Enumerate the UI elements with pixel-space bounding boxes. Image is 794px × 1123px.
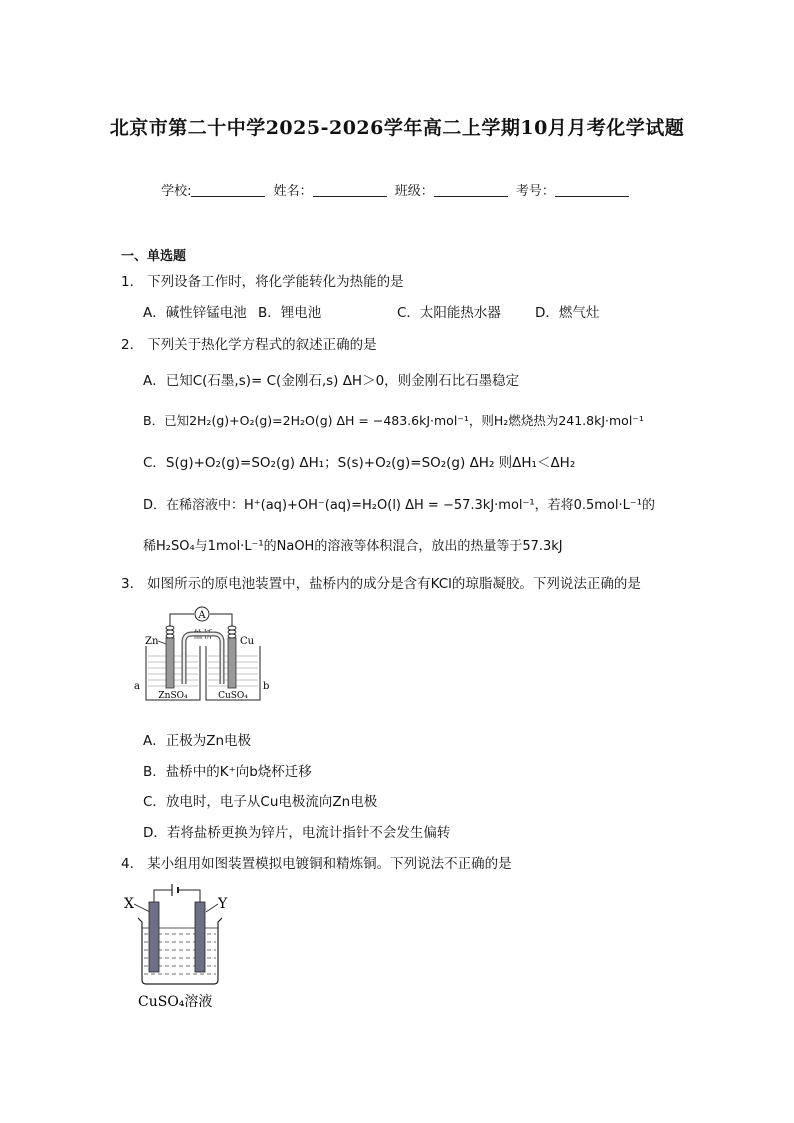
y-electrode <box>195 902 205 972</box>
wire-right <box>180 890 200 902</box>
beaker-b-label: b <box>263 681 270 692</box>
q1-option-b[interactable]: B．锂电池 <box>258 305 322 321</box>
q2-option-c[interactable]: C．S(g)+O₂(g)=SO₂(g) ΔH₁；S(s)+O₂(g)=SO₂(g) ΔH₂ 则ΔH₁＜ΔH₂ <box>143 455 576 471</box>
zn-electrode <box>166 638 174 688</box>
q1-option-c[interactable]: C．太阳能热水器 <box>397 305 501 321</box>
galvanic-cell-figure <box>132 604 272 706</box>
wire-left <box>170 614 194 626</box>
q3-option-d[interactable]: D．若将盐桥更换为锌片，电流计指针不会发生偏转 <box>143 825 451 841</box>
ammeter-label: A <box>198 610 206 621</box>
exam-no-blank[interactable] <box>555 184 629 197</box>
school-blank[interactable] <box>191 184 265 197</box>
wire-left <box>154 890 172 902</box>
question-stem: 下列设备工作时，将化学能转化为热能的是 <box>147 274 404 290</box>
cu-electrode <box>228 638 236 688</box>
name-blank[interactable] <box>313 184 387 197</box>
q3-option-c[interactable]: C．放电时，电子从Cu电极流向Zn电极 <box>143 794 378 810</box>
question-number: 2． <box>121 337 144 353</box>
q2-option-d[interactable]: D．在稀溶液中：H⁺(aq)+OH⁻(aq)=H₂O(l) ΔH = −57.3kJ·mol⁻¹，若将0.5mol·L⁻¹的 <box>143 498 655 513</box>
q3-option-b[interactable]: B．盐桥中的K⁺向b烧杯迁移 <box>143 764 312 780</box>
question-stem: 下列关于热化学方程式的叙述正确的是 <box>147 337 377 353</box>
class-blank[interactable] <box>434 184 508 197</box>
left-coil <box>166 626 174 638</box>
page-title: 北京市第二十中学2025-2026学年高二上学期10月月考化学试题 <box>109 117 685 139</box>
znso4-label: ZnSO₄ <box>158 691 188 701</box>
school-label: 学校: <box>161 184 192 199</box>
exam-no-label: 考号： <box>515 184 555 199</box>
q1-option-a[interactable]: A．碱性锌锰电池 <box>143 305 247 321</box>
q2-option-b[interactable]: B．已知2H₂(g)+O₂(g)=2H₂O(g) ΔH = −483.6kJ·mol⁻¹，则H₂燃烧热为241.8kJ·mol⁻¹ <box>143 413 644 428</box>
question-stem: 如图所示的原电池装置中，盐桥内的成分是含有KCl的琼脂凝胶。下列说法正确的是 <box>147 576 641 592</box>
question-1 <box>121 270 404 290</box>
zn-label: Zn <box>145 636 159 647</box>
electroplating-figure <box>120 880 240 1015</box>
name-label: 姓名： <box>273 184 313 199</box>
q1-option-d[interactable]: D．燃气灶 <box>535 305 600 321</box>
salt-bridge <box>184 634 222 684</box>
right-coil <box>228 626 236 638</box>
q2-option-a[interactable]: A．已知C(石墨,s)= C(金刚石,s) ΔH＞0，则金刚石比石墨稳定 <box>143 373 520 389</box>
question-4 <box>121 852 512 872</box>
cuso4-label: CuSO₄ <box>218 691 248 701</box>
question-3 <box>121 572 641 592</box>
question-number: 3． <box>121 576 144 592</box>
wire-right <box>210 614 232 626</box>
student-info-line <box>0 180 794 199</box>
class-label: 班级： <box>394 184 434 199</box>
cu-label: Cu <box>240 636 255 647</box>
q2-option-d-continued: 稀H₂SO₄与1mol·L⁻¹的NaOH的溶液等体积混合，放出的热量等于57.3kJ <box>143 539 563 554</box>
salt-bridge-label: 盐桥 <box>193 630 213 641</box>
y-label: Y <box>218 896 228 912</box>
q3-option-a[interactable]: A．正极为Zn电极 <box>143 733 252 749</box>
x-label: X <box>124 896 134 912</box>
question-number: 4． <box>121 856 144 872</box>
solution-label: CuSO₄溶液 <box>138 994 213 1010</box>
question-2 <box>121 333 377 353</box>
section-heading: 一、单选题 <box>121 249 187 264</box>
beaker-a-label: a <box>134 681 140 692</box>
question-number: 1． <box>121 274 144 290</box>
question-stem: 某小组用如图装置模拟电镀铜和精炼铜。下列说法不正确的是 <box>147 856 512 872</box>
x-electrode <box>149 902 159 972</box>
